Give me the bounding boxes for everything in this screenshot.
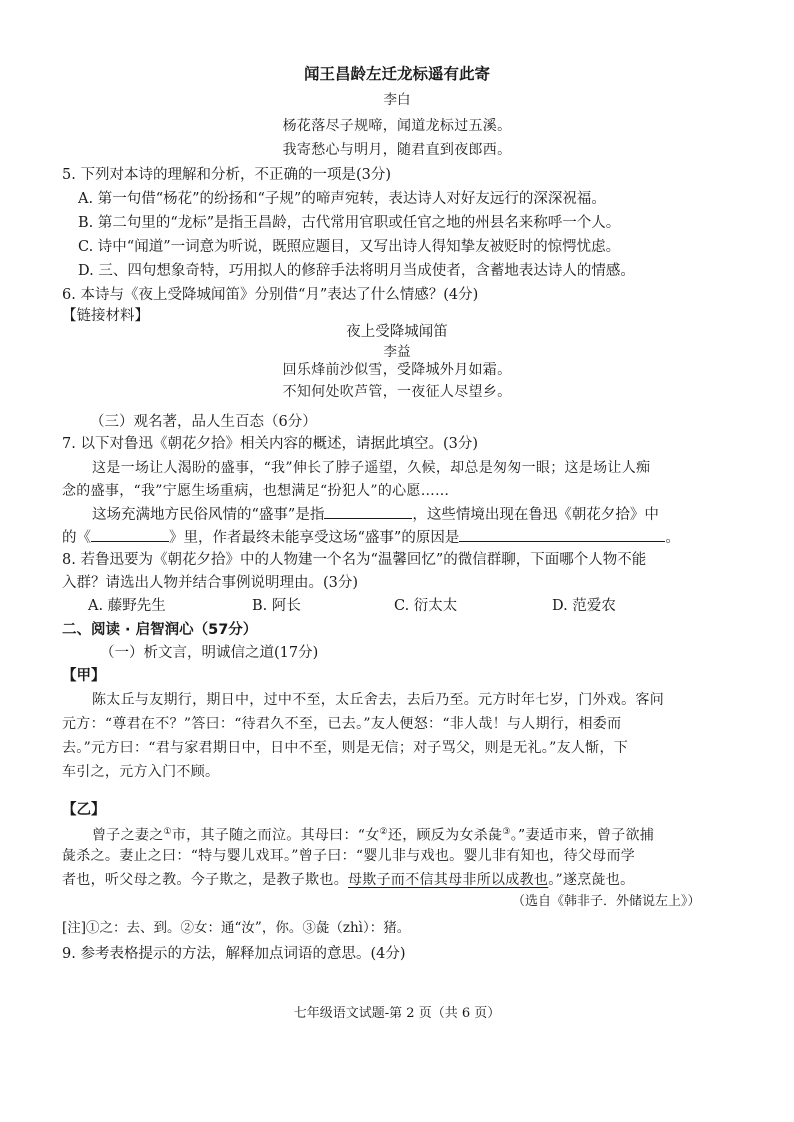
q8-stem-line2: 入群？请选出人物并结合事例说明理由。(3分) (62, 575, 359, 591)
q8-option-b: B. 阿长 (252, 598, 301, 614)
jia-line2: 元方：“尊君在不？”答曰：“待君久不至，已去。”友人便怒：“非人哉！与人期行，相委而 (62, 716, 622, 732)
yi-line3 (62, 870, 634, 890)
q7-blank-2[interactable] (91, 527, 169, 542)
poem2-line2: 不知何处吹芦管，一夜征人尽望乡。 (282, 384, 512, 400)
jia-line3: 去。”元方曰：“君与家君期日中，日中不至，则是无信；对子骂父，则是无礼。”友人惭，下 (62, 740, 629, 756)
q7-stem: 7. 以下对鲁迅《朝花夕拾》相关内容的概述，请据此填空。(3分) (62, 436, 478, 452)
poem2-author: 李益 (383, 344, 411, 360)
yi-line1-c: 还，顾反为女杀彘 (387, 827, 503, 844)
section3-heading: （三）观名著，品人生百态（6分） (90, 414, 317, 430)
q7-fill-text-b: ，这些情境出现在鲁迅《朝花夕拾》中 (412, 507, 659, 523)
poem2-title: 夜上受降城闻笛 (346, 324, 448, 340)
part2-heading: 二、阅读 · 启智润心（57分） (62, 622, 258, 638)
q5-option-a: A. 第一句借“杨花”的纷扬和“子规”的啼声宛转，表达诗人对好友远行的深深祝福。 (78, 191, 606, 207)
yi-label: 【乙】 (62, 801, 106, 818)
q8-option-c: C. 衍太太 (394, 598, 458, 614)
q6-stem: 6. 本诗与《夜上受降城闻笛》分别借“月”表达了什么情感？(4分) (62, 287, 479, 303)
yi-line1-b: 市，其子随之而泣。其母曰：“女 (171, 827, 380, 844)
yi-line1 (92, 822, 654, 846)
q8-option-d: D. 范爱农 (552, 598, 616, 614)
jia-label: 【甲】 (62, 667, 106, 684)
note-ref-3: ③ (502, 827, 511, 837)
jia-line4: 车引之，元方入门不顾。 (62, 764, 220, 780)
q7-blank-3[interactable] (459, 527, 665, 542)
yi-line3-a: 者也，听父母之教。今子欺之，是教子欺也。 (62, 872, 348, 888)
q5-stem: 5. 下列对本诗的理解和分析，不正确的一项是(3分) (62, 167, 391, 183)
q5-option-d: D. 三、四句想象奇特，巧用拟人的修辞手法将明月当成使者，含蓄地表达诗人的情感。 (78, 263, 635, 279)
page-footer: 七年级语文试题-第 2 页（共 6 页） (293, 1006, 501, 1021)
q8-stem-line1: 8. 若鲁迅要为《朝花夕拾》中的人物建一个名为“温馨回忆”的微信群聊，下面哪个人物不能 (62, 552, 647, 568)
yi-underlined-sentence: 母欺子而不信其母非所以成教也 (348, 872, 549, 888)
note-ref-2: ② (379, 827, 388, 837)
yi-line3-b: 。”遂烹彘也。 (548, 872, 635, 888)
q9-stem: 9. 参考表格提示的方法，解释加点词语的意思。(4分) (62, 946, 406, 962)
jia-line1: 陈太丘与友期行，期日中，过中不至，太丘舍去，去后乃至。元方时年七岁，门外戏。客问 (92, 692, 664, 708)
poem1-line1: 杨花落尽子规啼，闻道龙标过五溪。 (282, 118, 512, 134)
yi-line1-d: 。”妻适市来，曾子欲捕 (510, 827, 655, 844)
q7-fill-text-e: 。 (665, 530, 680, 546)
yi-source: （选自《韩非子．外储说左上》） (512, 894, 701, 909)
poem1-line2: 我寄愁心与明月，随君直到夜郎西。 (282, 142, 512, 158)
q7-fill-text-c: 的《 (62, 530, 91, 546)
q7-fill-line1 (92, 504, 659, 525)
q7-passage-line2: 念的盛事，“我”宁愿生场重病，也想满足“扮犯人”的心愿…… (62, 483, 450, 499)
poem1-author: 李白 (383, 92, 411, 108)
footnote: [注]①之：去、到。②女：通“汝”，你。③彘（zhì）：猪。 (62, 920, 411, 936)
section1-heading: （一）析文言，明诚信之道(17分) (100, 645, 319, 661)
q8-option-a: A. 藤野先生 (88, 598, 166, 614)
q7-blank-1[interactable] (324, 504, 412, 519)
q7-fill-text-a: 这场充满地方民俗风情的“盛事”是指 (92, 507, 325, 523)
q7-fill-line2 (62, 527, 680, 548)
q7-passage-line1: 这是一场让人渴盼的盛事，“我”伸长了脖子遥望，久候，却总是匆匆一眼；这是场让人痴 (92, 460, 651, 476)
poem1-title: 闻王昌龄左迁龙标遥有此寄 (303, 64, 490, 83)
note-ref-1: ① (163, 827, 172, 837)
q5-option-c: C. 诗中“闻道”一词意为听说，既照应题目，又写出诗人得知挚友被贬时的惊愕忧虑。 (78, 239, 621, 255)
yi-line2: 彘杀之。妻止之曰：“特与婴儿戏耳。”曾子曰：“婴儿非与戏也。婴儿非有知也，待父母而学 (62, 848, 636, 864)
link-material-label: 【链接材料】 (62, 308, 149, 324)
q5-option-b: B. 第二句里的“龙标”是指王昌龄，古代常用官职或任官之地的州县名来称呼一个人。 (78, 215, 621, 231)
yi-line1-a: 曾子之妻之 (92, 827, 164, 844)
q7-fill-text-d: 》里，作者最终未能享受这场“盛事”的原因是 (169, 530, 460, 546)
poem2-line1: 回乐烽前沙似雪，受降城外月如霜。 (282, 362, 512, 378)
